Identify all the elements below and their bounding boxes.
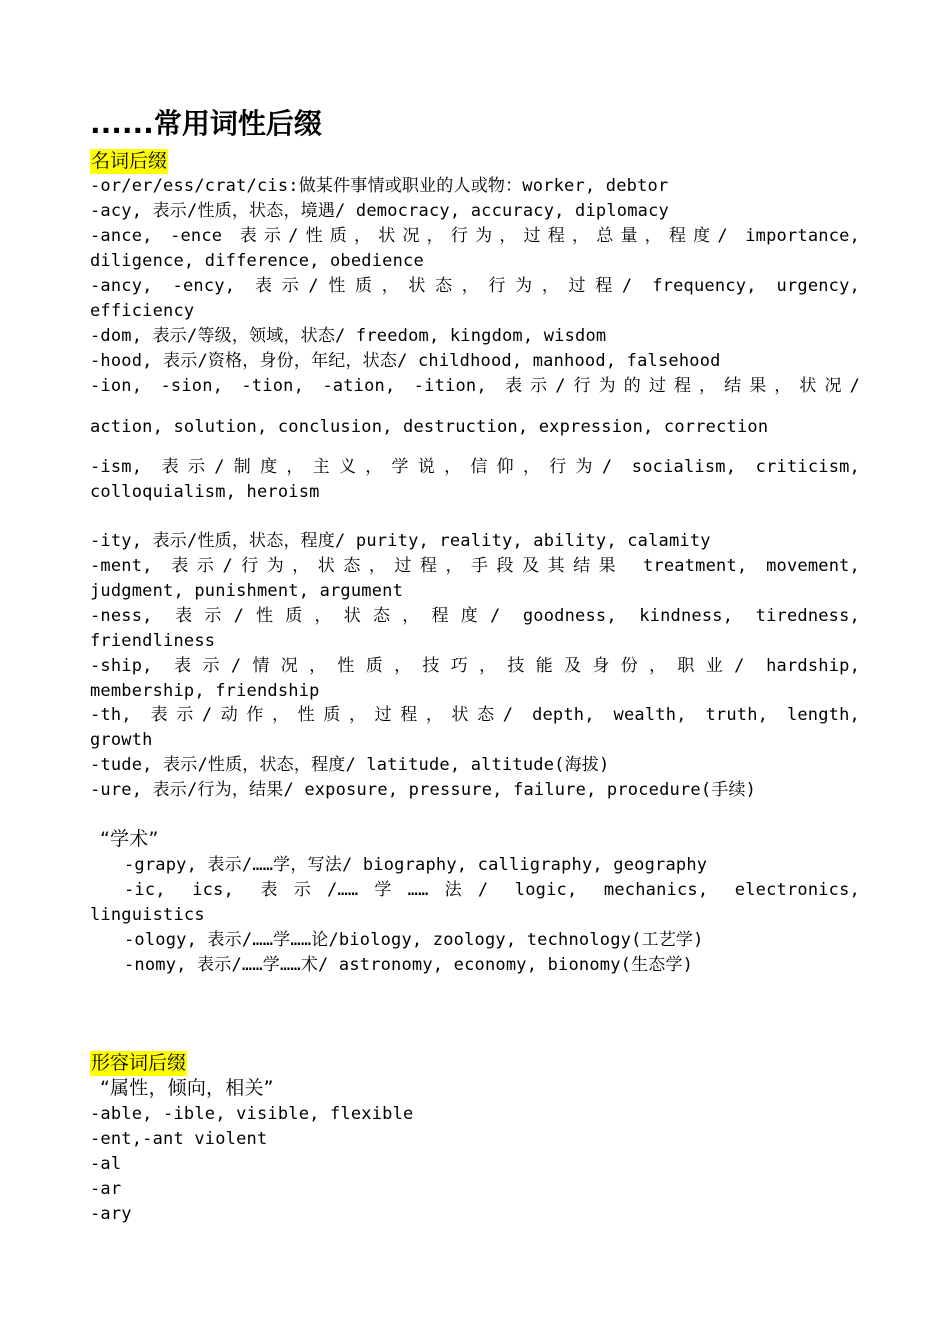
- noun-line-th-cont: growth: [90, 730, 153, 750]
- adj-line-ent: -ent,-ant violent: [90, 1129, 268, 1149]
- noun-line-tude: -tude, 表示/性质，状态，程度/ latitude, altitude(海拔): [90, 755, 610, 775]
- noun-line-ment-cont: judgment, punishment, argument: [90, 581, 404, 601]
- academic-heading: “学术”: [100, 828, 159, 850]
- noun-line-ity: -ity, 表示/性质，状态，程度/ purity, reality, ability, calamity: [90, 531, 711, 551]
- noun-line-ism-cont: colloquialism, heroism: [90, 482, 320, 502]
- noun-line-hood: -hood, 表示/资格，身份，年纪，状态/ childhood, manhood, falsehood: [90, 351, 721, 371]
- noun-line-ion: -ion, -sion, -tion, -ation, -ition, 表示/行为的过程，结果，状况/: [90, 376, 860, 396]
- academic-line-graphy: -grapy, 表示/……学，写法/ biography, calligraphy, geography: [124, 855, 708, 875]
- noun-line-acy: -acy, 表示/性质，状态，境遇/ democracy, accuracy, diplomacy: [90, 201, 669, 221]
- page-title: ......常用词性后缀: [90, 107, 322, 140]
- adj-line-ar: -ar: [90, 1179, 122, 1199]
- noun-line-dom: -dom, 表示/等级，领域，状态/ freedom, kingdom, wisdom: [90, 326, 607, 346]
- academic-line-nomy: -nomy, 表示/……学……术/ astronomy, economy, bionomy(生态学): [124, 955, 694, 975]
- noun-line-ship: -ship, 表示/情况，性质，技巧，技能及身份，职业/ hardship,: [90, 656, 860, 676]
- adj-line-ary: -ary: [90, 1204, 132, 1224]
- noun-line-ment: -ment, 表示/行为，状态，过程，手段及其结果 treatment, movement,: [90, 556, 860, 576]
- adj-quote: “属性，倾向，相关”: [100, 1077, 274, 1099]
- noun-line-ancy-cont: efficiency: [90, 301, 195, 321]
- adj-line-able: -able, -ible, visible, flexible: [90, 1104, 414, 1124]
- noun-line-or: -or/er/ess/crat/cis:做某件事情或职业的人或物：worker, debtor: [90, 176, 669, 196]
- noun-line-ance: -ance, -ence 表示/性质，状况，行为，过程，总量，程度/ importance,: [90, 226, 860, 246]
- noun-line-ness: -ness, 表示/性质，状态，程度/ goodness, kindness, tiredness,: [90, 606, 860, 626]
- noun-line-ness-cont: friendliness: [90, 631, 216, 651]
- noun-line-th: -th, 表示/动作，性质，过程，状态/ depth, wealth, truth, length,: [90, 705, 860, 725]
- noun-line-ism: -ism, 表示/制度，主义，学说，信仰，行为/ socialism, criticism,: [90, 457, 860, 477]
- noun-line-ship-cont: membership, friendship: [90, 681, 320, 701]
- adj-suffix-heading: 形容词后缀: [91, 1052, 187, 1074]
- academic-line-ic-cont: linguistics: [90, 905, 205, 925]
- noun-line-ion-cont: action, solution, conclusion, destruction, expression, correction: [90, 417, 769, 437]
- academic-line-ic: -ic, ics, 表示/……学……法/ logic, mechanics, electronics,: [124, 880, 860, 900]
- noun-line-ance-cont: diligence, difference, obedience: [90, 251, 424, 271]
- academic-line-ology: -ology, 表示/……学……论/biology, zoology, technology(工艺学): [124, 930, 704, 950]
- noun-line-ure: -ure, 表示/行为，结果/ exposure, pressure, failure, procedure(手续): [90, 780, 757, 800]
- noun-line-ancy: -ancy, -ency, 表示/性质，状态，行为，过程/ frequency, urgency,: [90, 276, 860, 296]
- adj-line-al: -al: [90, 1154, 122, 1174]
- noun-suffix-heading: 名词后缀: [91, 150, 168, 172]
